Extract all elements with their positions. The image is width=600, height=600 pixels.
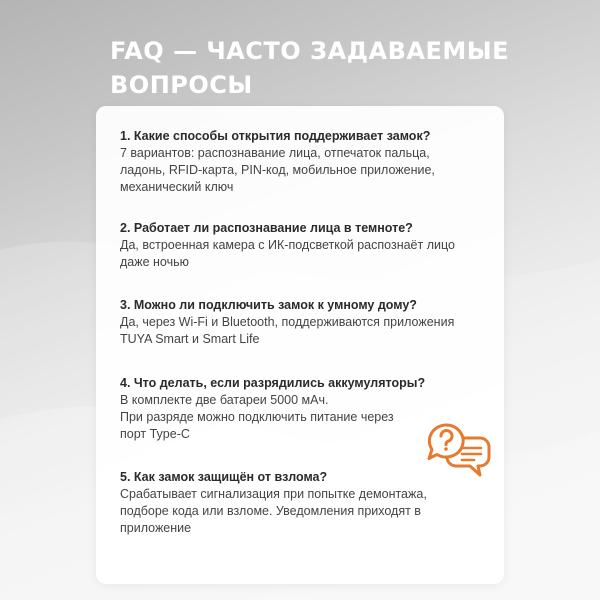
faq-question: 5. Как замок защищён от взлома? [120,470,328,484]
question-answer-chat-icon [426,422,492,478]
faq-item-3 [120,297,460,348]
faq-answer: Да, встроенная камера с ИК-подсветкой распознаёт лицо даже ночью [120,238,455,269]
faq-answer: Да, через Wi-Fi и Bluetooth, поддерживаются приложения TUYA Smart и Smart Life [120,315,455,346]
faq-answer-line: При разряде можно подключить питание через порт Type-C [120,410,394,441]
page-title: FAQ — ЧАСТО ЗАДАВАЕМЫЕ ВОПРОСЫ [110,37,510,99]
faq-answer: Срабатывает сигнализация при попытке демонтажа, подборе кода или взломе. Уведомления приходят в приложение [120,487,427,535]
faq-question: 1. Какие способы открытия поддерживает замок? [120,129,431,143]
faq-question: 3. Можно ли подключить замок к умному дому? [120,298,417,312]
faq-answer-line: В комплекте две батареи 5000 мАч. [120,393,329,407]
faq-item-5 [120,469,460,537]
faq-question: 4. Что делать, если разрядились аккумуляторы? [120,376,426,390]
faq-question: 2. Работает ли распознавание лица в темноте? [120,221,413,235]
faq-item-4 [120,375,460,443]
faq-item-1 [120,128,460,196]
faq-item-2 [120,220,460,271]
faq-answer: 7 вариантов: распознавание лица, отпечаток пальца, ладонь, RFID-карта, PIN-код, мобильное приложение, механический ключ [120,146,435,194]
